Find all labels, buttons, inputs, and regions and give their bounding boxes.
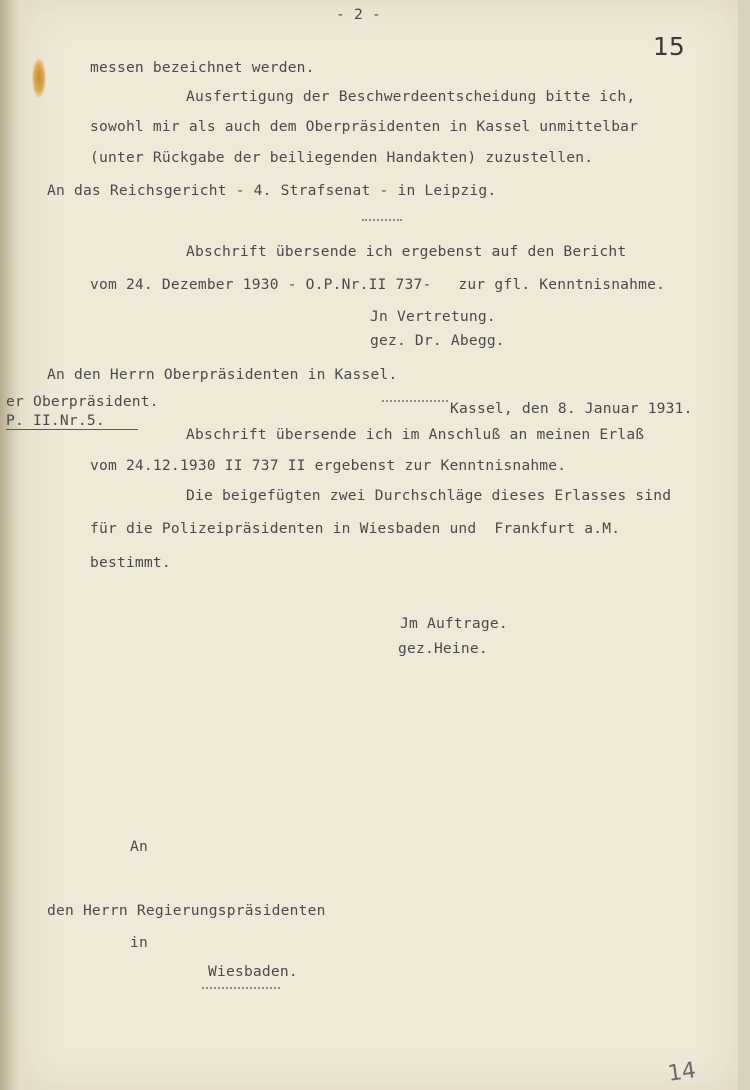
binding-edge	[0, 0, 22, 1090]
text-line: messen bezeichnet werden.	[90, 59, 315, 76]
text-line: bestimmt.	[90, 554, 171, 571]
address-line: den Herrn Regierungspräsidenten	[47, 902, 326, 919]
text-line: Jm Auftrage.	[400, 615, 508, 632]
separator-rule	[362, 219, 402, 221]
reference-number: P. II.Nr.5.	[6, 412, 105, 429]
separator-rule	[382, 400, 448, 402]
text-line: für die Polizeipräsidenten in Wiesbaden und Frankfurt a.M.	[90, 520, 621, 537]
address-underline	[202, 987, 280, 989]
address-line: An	[130, 838, 148, 855]
text-line: Jn Vertretung.	[370, 308, 496, 325]
address-line: in	[130, 934, 148, 951]
place-and-date: Kassel, den 8. Januar 1931.	[450, 400, 693, 417]
text-line: Abschrift übersende ich im Anschluß an meinen Erlaß	[186, 426, 645, 443]
wax-stain	[32, 58, 46, 98]
text-line: (unter Rückgabe der beiliegenden Handakten) zuzustellen.	[90, 149, 594, 166]
text-line: Abschrift übersende ich ergebenst auf den Bericht	[186, 243, 627, 260]
text-line: vom 24.12.1930 II 737 II ergebenst zur Kenntnisnahme.	[90, 457, 567, 474]
address-line: Wiesbaden.	[208, 963, 298, 980]
text-line: Die beigefügten zwei Durchschläge dieses Erlasses sind	[186, 487, 672, 504]
text-line: An den Herrn Oberpräsidenten in Kassel.	[47, 366, 398, 383]
page-number: - 2 -	[336, 6, 381, 23]
text-line: Ausfertigung der Beschwerdeentscheidung bitte ich,	[186, 88, 636, 105]
text-line: An das Reichsgericht - 4. Strafsenat - in Leipzig.	[47, 182, 497, 199]
folio-number-bottom: 14	[666, 1058, 698, 1087]
text-line: gez. Dr. Abegg.	[370, 332, 505, 349]
text-line: gez.Heine.	[398, 640, 488, 657]
text-line: vom 24. Dezember 1930 - O.P.Nr.II 737- zur gfl. Kenntnisnahme.	[90, 276, 666, 293]
sender-office: er Oberpräsident.	[6, 393, 159, 410]
reference-underline	[6, 429, 138, 430]
text-line: sowohl mir als auch dem Oberpräsidenten in Kassel unmittelbar	[90, 118, 639, 135]
folio-number-top: 15	[653, 32, 685, 61]
